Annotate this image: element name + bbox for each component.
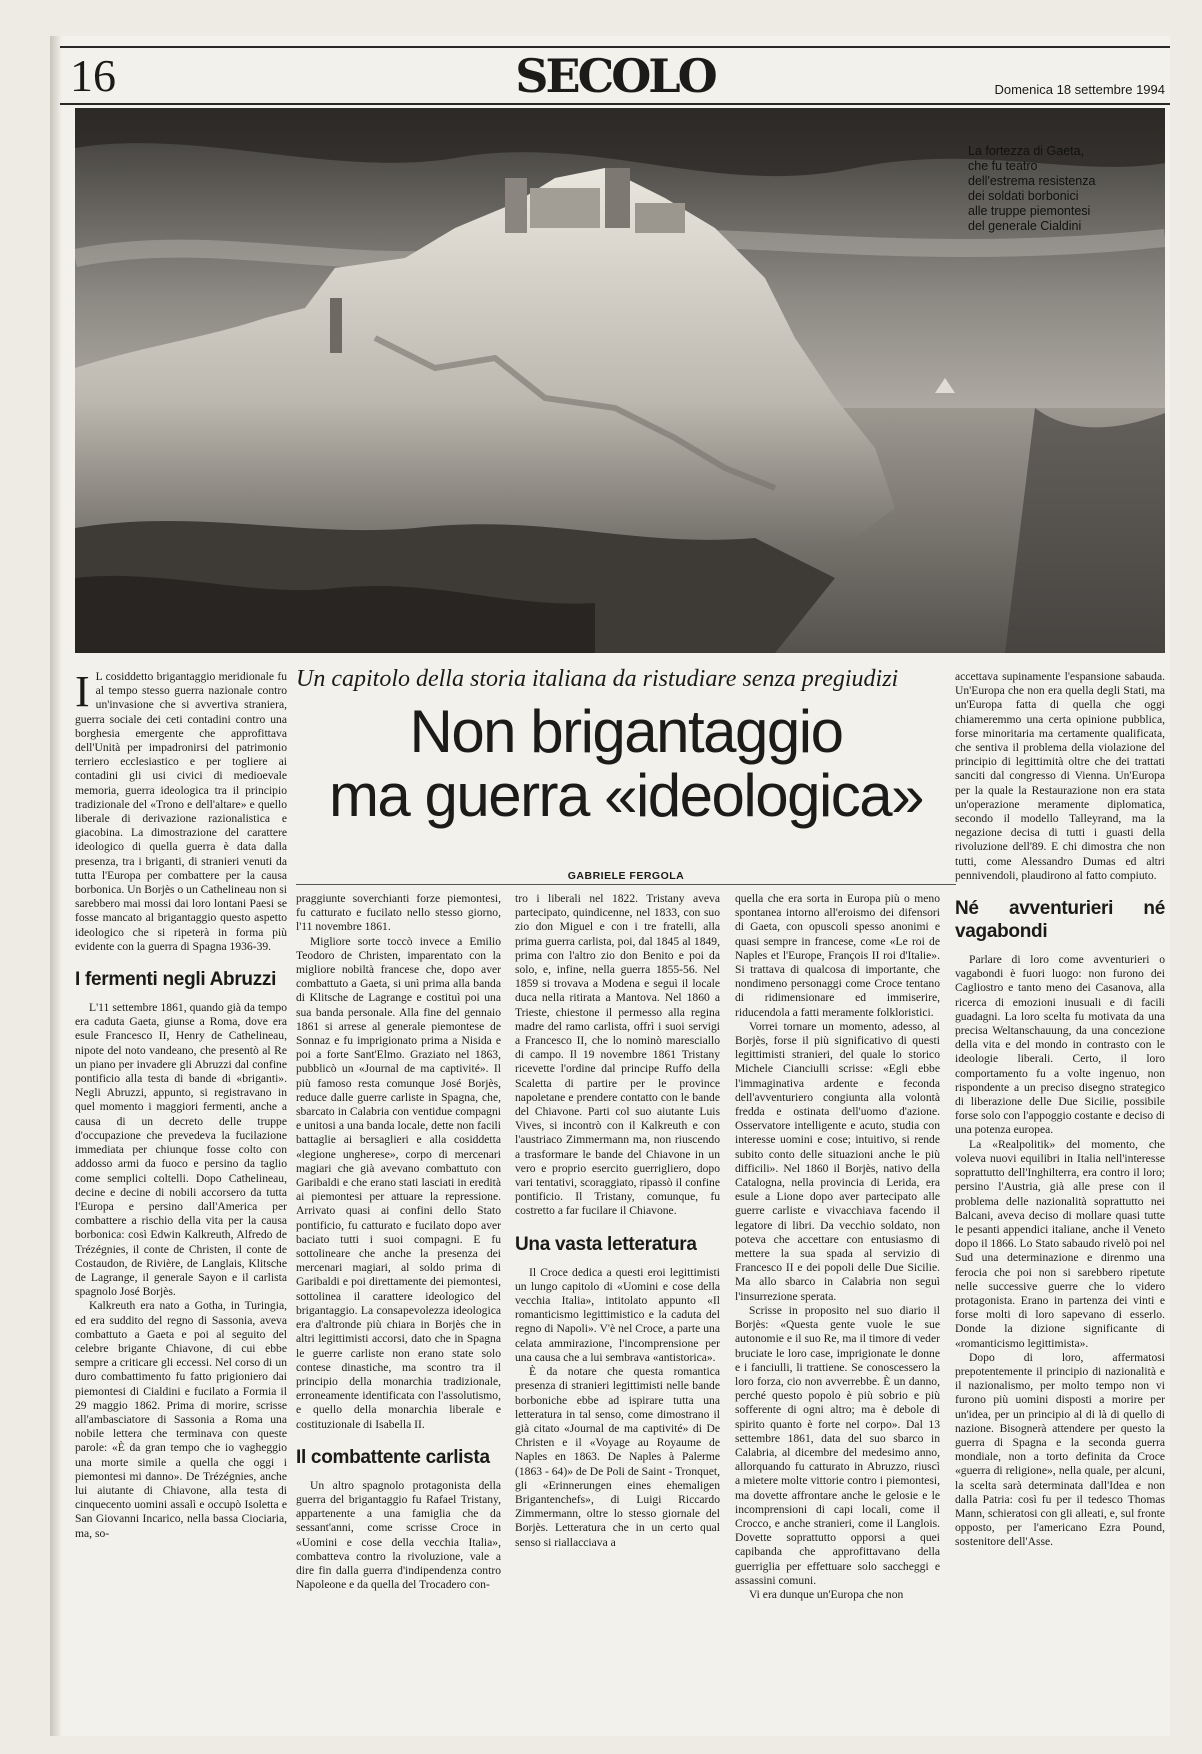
article-column-1 [75,667,287,1541]
body-paragraph: Kalkreuth era nato a Gotha, in Turingia, ed era suddito del regno di Sassonia, aveva combattuto a Gaeta e poi al seguito del celebre brigante Chiavone, di cui ebbe sempre a criticare gli eccessi. Nel corso di un duro combattimento fu fatto prigioniero dai piemontesi di Cialdini e fucilato a Formia il 29 maggio 1862. Prima di morire, scrisse all'ambasciatore di Sassonia a Roma una nobile lettera che terminava con queste parole: «È da gran tempo che io vagheggio una morte simile a quella che oggi i piemontesi mi danno». De Trézégnies, anche lui aiutante di Chiavone, alla testa di cinquecento uomini assalì e occupò Isoletta e San Giovanni Incarico, nella bassa Ciociaria, ma, so- [75,1299,287,1540]
caption-line: dei soldati borbonici [968,189,1079,203]
article-kicker: Un capitolo della storia italiana da ristudiare senza pregiudizi [296,666,899,692]
caption-line: La fortezza di Gaeta, [968,144,1085,158]
headline-line: Non brigantaggio [409,698,843,765]
caption-line: che fu teatro [968,159,1038,173]
body-paragraph: tro i liberali nel 1822. Tristany aveva partecipato, quindicenne, nel 1833, con suo zio don Miguel e con i tre fratelli, alla prima guerra carlista, poi, dal 1845 al 1849, prima con l'altro zio don Benito e poi da solo, e, infine, nella guerra 1855-56. Nel 1859 si trovava a Modena e seguì il locale duca nella ritirata a Mantova. Nel 1860 a Trieste, chiestone il permesso alla regina madre del ramo carlista, offrì i suoi servigi a Francesco II, che lo nominò maresciallo di campo. Il 19 novembre 1861 Tristany ricevette l'ordine dal principe Ruffo della Scaletta di partire per le province napoletane e prendere contatto con le bande del Chiavone. Parti col suo aiutante Luis Vives, si incontrò con il Kalkreuth e con l'austriaco Zimmermann ma, non riuscendo a trasformare le bande del Chiavone in un vero e proprio esercito guerrigliero, dopo vari tentativi, scoraggiato, ripassò il confine pontificio. Il Tristany, comunque, fu costretto a far fucilare il Chiavone. [515,892,720,1218]
subheading-avventurieri: Né avventurieri né vagabondi [955,898,1165,943]
article-column-3 [515,892,720,1550]
body-paragraph: Scrisse in proposito nel suo diario il Borjès: «Questa gente vuole le sue autonomie e il suo Re, ma il timore di veder bruciate le loro case, imprigionate le donne e i fanciulli, li trattiene. Se conoscessero la loro forza, cio non avverrebbe. È un danno, perché questo popolo è più sobrio e più sofferente di ogni altro; ma è debole di spirito quanto è forte nel corpo». Dal 13 settembre 1861, data del suo sbarco in Calabria, al dicembre del medesimo anno, allorquando fu catturato in Abruzzo, riuscì a mietere molte vittorie contro i piemontesi, ma dovette affrontare anche le gelosie e le incomprensioni di capi locali, come il Crocco, e anche stranieri, come il Langlois. Dovette soprattutto opporsi a quei capibanda che approfittavano della guerriglia per effettuare solo saccheggi e assassini comuni. [735,1303,940,1587]
body-paragraph: Vorrei tornare un momento, adesso, al Borjès, forse il più significativo di questi legittimisti stranieri, del quale lo storico Michele Cianciulli scrisse: «Egli ebbe l'immaginativa ardente e feconda dell'avventuriero congiunta alla volontà fredda e ostinata dell'uomo d'azione. Osservatore intelligente e acuto, studia con interesse uomini e cose; intuitivo, si rende subito conto delle situazioni anche le più difficili». Nel 1860 il Borjès, nativo della Catalogna, nella provincia di Lerida, era esule a Lione dopo aver partecipato alle guerre carliste e vivacchiava facendo il legatore di libri. Da vecchio soldato, non poteva che accettare con entusiasmo di mettere la sua spada al servizio di Francesco II e dei popoli delle Due Sicilie. Ma allo sbarco in Calabria non seguì l'insurrezione sperata. [735,1019,940,1303]
article-column-5 [955,670,1165,1550]
issue-date: Domenica 18 settembre 1994 [994,82,1165,97]
body-paragraph: L'11 settembre 1861, quando già da tempo era caduta Gaeta, giunse a Roma, dove era esule Francesco II, Henry de Cathelineau, nipote del noto vandeano, che presentò al Re un piano per invadere gli Abruzzi dal confine pontificio alla testa di bande di «briganti». Negli Abruzzi, appunto, si registravano in quel momento i maggiori fermenti, anche a causa di un decreto delle truppe d'occupazione che prevedeva la fucilazione immediata per chiunque fosse colto con addosso armi da fuoco e persino da taglio come semplici coltelli. Dopo Cathelineau, decine e decine di nobili accorsero da tutta l'Europa e persino dall'America per combattere a rischio della vita per la causa borbonica: così Edwin Kalkreuth, Alfredo de Trézégnies, il conte de Christen, il conte de Costaudon, de Rivière, de Langlais, Klitsche de Lagrange, il generale Sayon e il carlista spagnolo José Borjès. [75,1001,287,1299]
caption-line: dell'estrema resistenza [968,174,1096,188]
article-headline [296,700,956,828]
masthead-logo: SECOLO [515,49,715,103]
body-paragraph: praggiunte soverchianti forze piemontesi, fu catturato e fucilato nello stesso giorno, l'11 novembre 1861. [296,892,501,934]
body-paragraph: Migliore sorte toccò invece a Emilio Teodoro de Christen, imparentato con la migliore nobiltà francese che, dopo aver combattuto a Gaeta, si unì prima alla banda di Klitsche de Lagrange e costituì poi una sua banda personale. Alla fine del gennaio 1861 si arrese al generale piemontese de Sonnaz e fu imprigionato prima a Nisida e poi a forte Sant'Elmo. Graziato nel 1863, pubblicò un «Journal de ma captivité». Il più famoso resta comunque José Borjès, reduce dalle guerre carliste in Spagna, che, sbarcato in Calabria con ventidue compagni e unitosi a una banda locale, dette non facili battaglie ai bersaglieri e alla cosiddetta «legione ungherese», corpo di mercenari magiari che già avevano combattuto con Garibaldi e che erano stati lasciati in eredità ai piemontesi per attuare la repressione. Arrivato quasi ai confini dello Stato pontificio, fu catturato e fucilato dopo aver baciato tutti i suoi compagni. E fu sottolineare che anche la presenza dei mercenari magiari, al soldo prima di Garibaldi e poi direttamente dei piemontesi, sottolinea il carattere ideologico del brigantaggio. La consapevolezza ideologica era d'altronde più chiara in Borjès che in altri legittimisti accorsi, dato che in Spagna le guerre carliste non erano state solo contese dinastiche, ma scontro tra il principio della monarchia tradizionale, erroneamente identificata con l'assolutismo, e quello della monarchia liberale e costituzionale di Isabella II. [296,934,501,1431]
page-edge-shadow [50,36,62,1736]
body-paragraph: Dopo di loro, affermatosi prepotentemente il principio di nazionalità e il nazionalismo, per molto tempo non vi furono più uomini disposti a morire per un'idea, per un principio al di là di quello di nazione. Bisognerà attendere per questo la guerra di Spagna e la seconda guerra mondiale, non a torto definita da Croce «guerra di religione», nella quale, per alcuni, la scelta sarà determinata dall'Idea e non dalla Patria: così fu per il tedesco Thomas Mann, schieratosi con gli alleati, e, sul fronte opposto, per l'americano Ezra Pound, sostenitore dell'Asse. [955,1350,1165,1549]
lead-paragraph [75,667,287,954]
photo-caption [968,144,1158,234]
author-byline: GABRIELE FERGOLA [567,870,685,882]
body-paragraph: Un altro spagnolo protagonista della guerra del brigantaggio fu Rafael Tristany, appartenente a una famiglia che da sessant'anni, come scrisse Croce in «Uomini e cose della vecchia Italia», combatteva contro la rivoluzione, vale a dire fin dalla guerra d'indipendenza contro Napoleone e da quella del Trocadero con- [296,1478,501,1592]
body-paragraph: quella che era sorta in Europa più o meno spontanea intorno all'eroismo dei difensori di Gaeta, con opuscoli spesso anonimi e quasi sempre in francese, come «Le roi de Naples et l'Europe, François II roi d'Italie». Si trattava di qualcosa di importante, che nondimeno personaggi come Croce tentano di ridimensionare ed immiserire, riducendola a fatti meramente folkloristici. [735,892,940,1019]
body-paragraph: accettava supinamente l'espansione sabauda. Un'Europa che non era quella degli Stati, ma un'Europa fatta di quella che oggi chiameremmo una certa opinione pubblica, forse minoritaria ma certamente qualificata, che sentiva il problema della violazione del principio di legittimità oltre che dei trattati sanciti dal congresso di Vienna. Un'Europa per la quale la Restaurazione non era stata un'operazione meramente diplomatica, secondo il modello Talleyrand, ma la negazione decisa di tutti i guasti della rivoluzione dell'89. E chi dimostra che non tutti, come Alessandro Dumas ed altri pennivendoli, plaudirono al fatto compiuto. [955,670,1165,882]
page-number: 16 [70,50,116,101]
subheading-fermenti: I fermenti negli Abruzzi [75,969,277,991]
body-paragraph: È da notare che questa romantica presenza di stranieri legittimisti nelle bande borboniche ebbe ad ispirare tutta una letteratura in tal senso, come dimostrano il già citato «Journal de ma captivité» di De Christen e il «Voyage au Royaume de Naples en 1863. De Naples à Palerme (1863 - 64)» de De Poli de Saint - Tronquet, gli «Erinnerungen eines ehemaligen Brigantenchefs», di Luigi Riccardo Zimmermann, oltre lo stesso giornale del Borjès. Letteratura che in un certo qual senso si riallacciava a [515,1365,720,1549]
body-paragraph: Parlare di loro come avventurieri o vagabondi è fuori luogo: non furono dei Cagliostro e tanto meno dei Casanova, alla ricerca di emozioni inusuali e di facili guadagni. La loro scelta fu motivata da una precisa Weltanschauung, da una concezione della vita e del mondo in contrasto con le ideologie liberali. Certo, il loro comportamento fu a volte ingenuo, non rispondente a un preciso disegno strategico di liberazione delle Due Sicilie, possibile forse solo con l'appoggio costante e deciso di una potenza europea. [955,953,1165,1137]
caption-line: alle truppe piemontesi [968,204,1091,218]
body-paragraph: La «Realpolitik» del momento, che voleva nuovi equilibri in Italia nell'interesse soprattutto dell'Inghilterra, era contro il loro; persino l'Austria, già alle prese con il problema delle nazionalità soprattutto nei Balcani, aveva deciso di mollare quasi tutte le pesanti appendici italiane, anche il Veneto dopo il 1866. Lo Stato sabaudo rivelò poi nel Sud una determinazione e direnmo una ferocia che poi non si sarebbero ripetute nelle successive guerre che lo videro protagonista. Erano in partenza dei vinti e forse molti di loro sapevano di esserlo. Donde la dizione significante di «romanticismo legittimista». [955,1137,1165,1350]
drop-cap: I [75,667,90,716]
subheading-letteratura: Una vasta letteratura [515,1233,697,1255]
headline-line: ma guerra «ideologica» [328,762,924,829]
article-column-2 [296,892,501,1592]
body-paragraph: Il Croce dedica a questi eroi legittimisti un lungo capitolo di «Uomini e cose della vecchia Italia», intitolato appunto «Il romanticismo legittimistico e la caduta del regno di Napoli». V'è nel Croce, a parte una celata ammirazione, l'incomprensione per una causa che a lui sembrava «antistorica». [515,1265,720,1364]
subheading-carlista: Il combattente carlista [296,1446,490,1468]
byline-rule [296,884,956,885]
caption-line: del generale Cialdini [968,219,1082,233]
article-column-4 [735,892,940,1602]
header-bottom-rule [60,103,1170,105]
lead-text: L cosiddetto brigantaggio meridionale fu al tempo stesso guerra nazionale contro un'invasione che si avvertiva straniera, guerra sociale dei ceti contadini contro una borghesia emergente che approfittava dell'Unità per impadronirsi del patrimonio terriero ecclesiastico e per togliere ai contadini gli usi civici di medioevale memoria, guerra ideologica tra il principio tradizionale del «Trono e dell'altare» e quello liberale di derivazione razionalistica e giacobina. La dimostrazione del carattere ideologico di quella guerra è data dalla presenza, tra i briganti, di stranieri venuti da tutta l'Europa per combattere per la causa borbonica. Un Borjès o un Cathelineau non si sarebbero mai mossi dai loro lontani Paesi se fosse mancato al brigantaggio questo aspetto ideologico che si ripeterà in forma più evidente con la guerra di Spagna 1936-39. [75,670,287,953]
body-paragraph: Vi era dunque un'Europa che non [749,1587,904,1601]
